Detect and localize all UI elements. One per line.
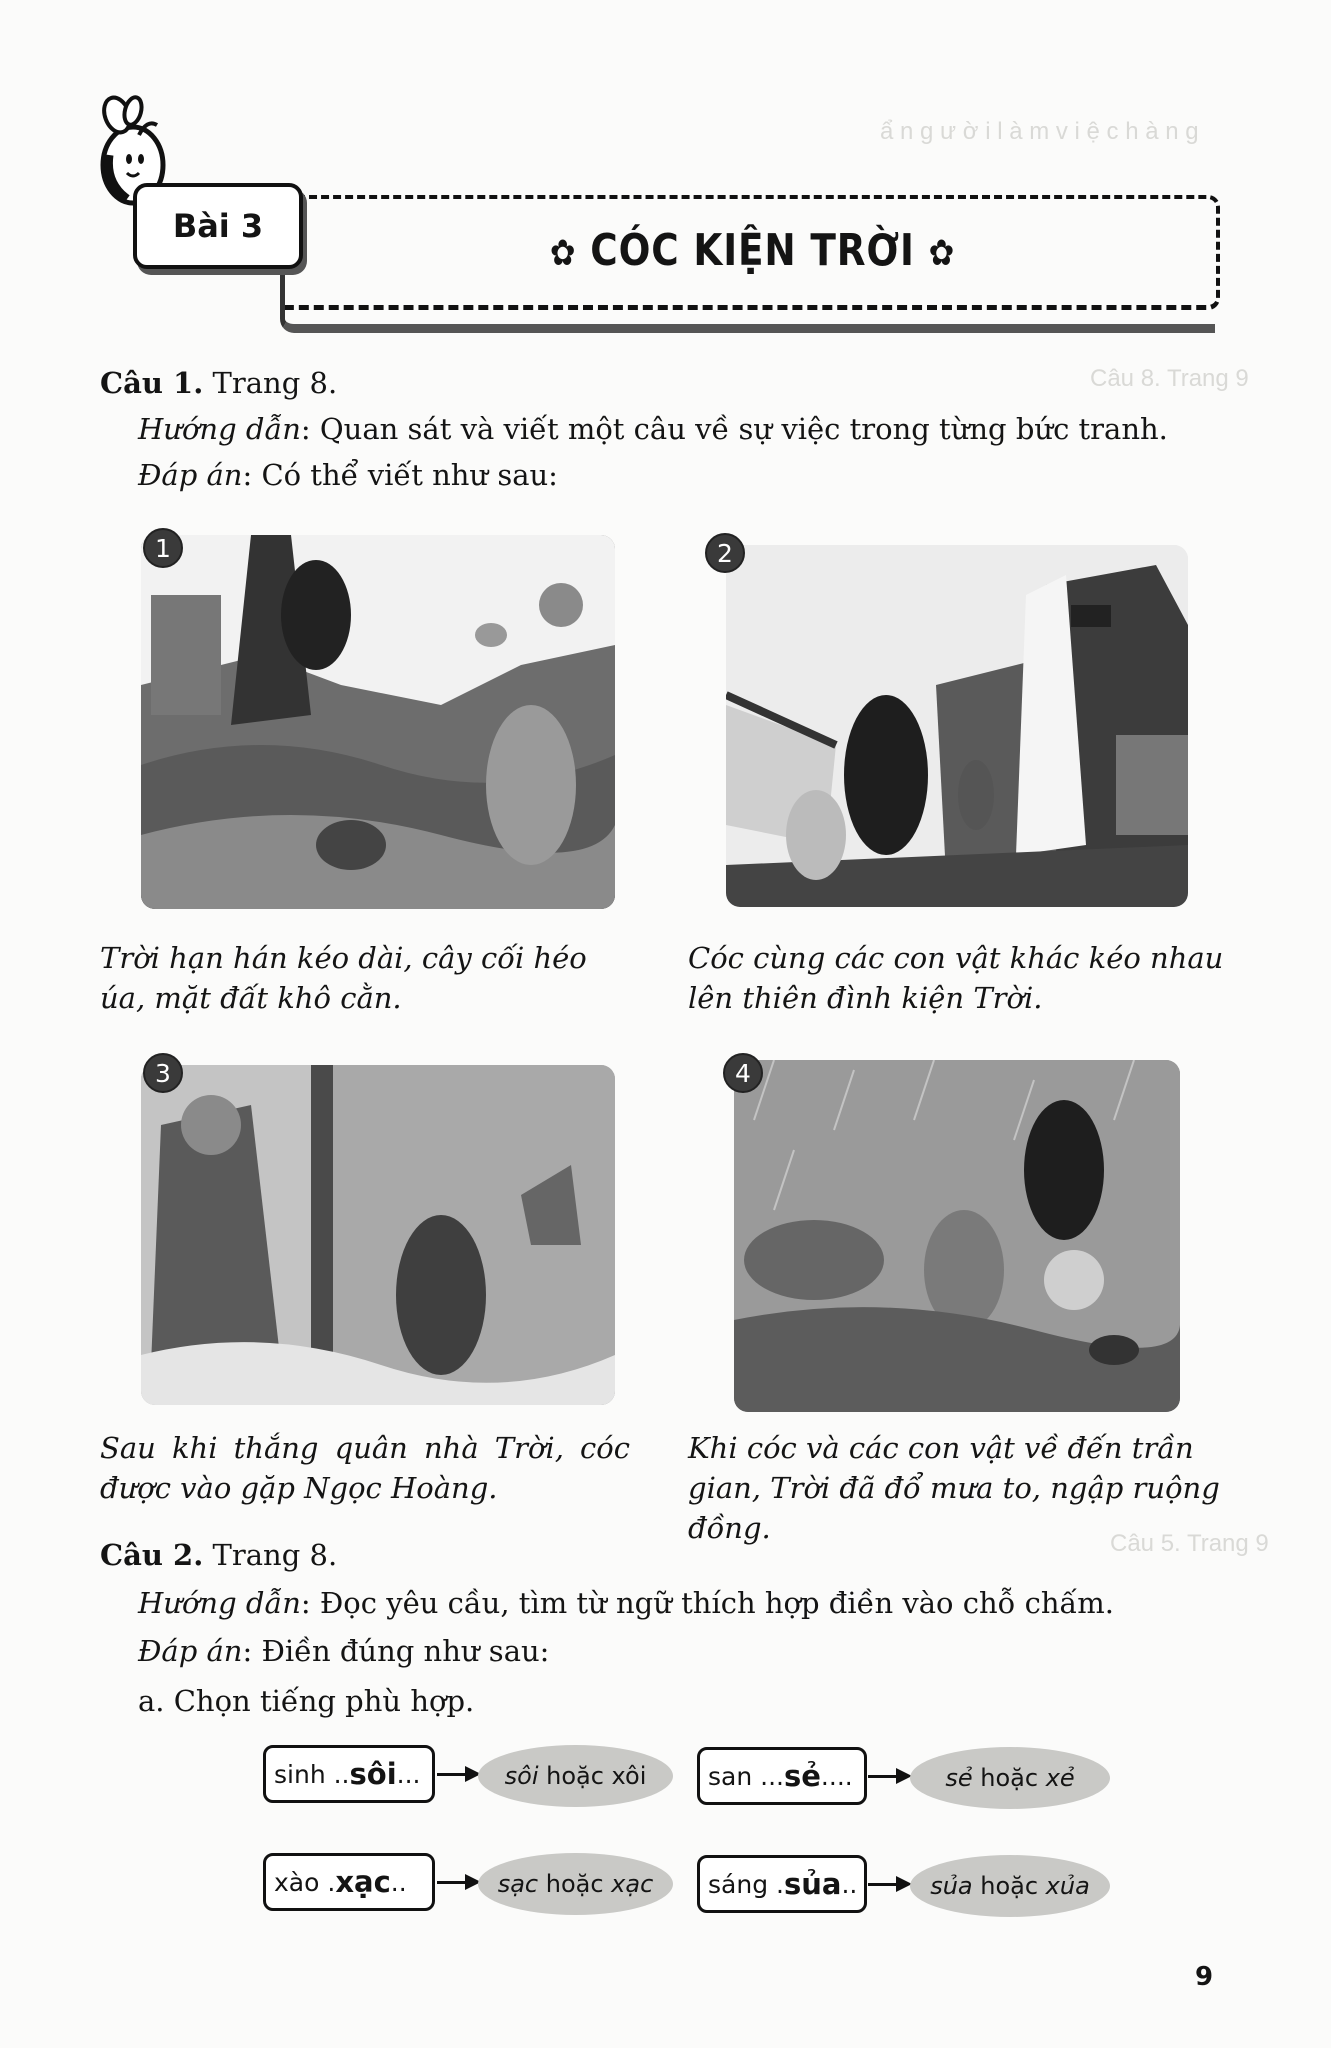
- lesson-number-tab: [133, 183, 303, 269]
- fill-in-box: [263, 1853, 435, 1911]
- bleed-through-text: Câu 8. Trang 9: [1090, 365, 1249, 392]
- bleed-through-text: ẩ n g ư ờ i l à m v i ệ c h à n g: [880, 118, 1199, 145]
- fill-in-box: [697, 1855, 867, 1913]
- word-suffix: ..: [390, 1867, 407, 1897]
- guide-label: Hướng dẫn: [138, 1586, 301, 1620]
- word-prefix: sáng .: [708, 1869, 784, 1899]
- lesson-header: [95, 95, 1230, 335]
- drought-illustration: [141, 535, 615, 909]
- bleed-through-text: Câu 5. Trang 9: [1110, 1530, 1269, 1557]
- answer-options-oval: [478, 1745, 673, 1807]
- picture-number-badge: 3: [143, 1053, 183, 1093]
- word-prefix: sinh ..: [274, 1759, 350, 1789]
- arrow-icon: [437, 1773, 477, 1776]
- option-a: sẻ: [945, 1764, 973, 1792]
- filled-answer: xạc: [335, 1865, 391, 1899]
- option-a: sạc: [497, 1870, 539, 1898]
- part-a-instruction: a. Chọn tiếng phù hợp.: [138, 1684, 475, 1718]
- picture-2-heaven-gate-scene: [726, 545, 1188, 907]
- question-2-guide: [138, 1586, 1114, 1620]
- picture-3-caption: Sau khi thắng quân nhà Trời, cóc được vào gặp Ngọc Hoàng.: [100, 1431, 630, 1505]
- picture-3-jade-emperor-scene: [141, 1065, 615, 1405]
- flower-icon: ✿: [928, 233, 956, 274]
- word-suffix: ....: [820, 1761, 853, 1791]
- answer-text: : Có thể viết như sau:: [242, 458, 558, 492]
- answer-text: : Điền đúng như sau:: [242, 1634, 550, 1668]
- answer-label: Đáp án: [138, 458, 243, 492]
- picture-2-caption: Cóc cùng các con vật khác kéo nhau lên thiên đình kiện Trời.: [688, 941, 1224, 1015]
- guide-text: : Đọc yêu cầu, tìm từ ngữ thích hợp điền vào chỗ chấm.: [300, 1586, 1114, 1620]
- page-number: 9: [1195, 1962, 1214, 1992]
- flower-icon: ✿: [549, 233, 577, 274]
- lesson-title-text: CÓC KIỆN TRỜI: [590, 225, 915, 276]
- picture-number-badge: 1: [143, 528, 183, 568]
- answer-label: Đáp án: [138, 1634, 243, 1668]
- question-2-heading: [100, 1538, 337, 1572]
- filled-answer: sủa: [783, 1867, 842, 1901]
- guide-label: Hướng dẫn: [138, 412, 301, 446]
- lesson-title: [355, 225, 1150, 276]
- picture-1-drought-scene: [141, 535, 615, 909]
- option-joiner: hoặc: [538, 1762, 612, 1790]
- word-suffix: ..: [841, 1869, 858, 1899]
- answer-options-oval: [910, 1747, 1110, 1809]
- option-b: xôi: [611, 1762, 647, 1790]
- filled-answer: sẻ: [783, 1759, 821, 1793]
- option-joiner: hoặc: [972, 1872, 1046, 1900]
- option-a: sủa: [930, 1872, 973, 1900]
- arrow-icon: [437, 1881, 477, 1884]
- guide-text: : Quan sát và viết một câu về sự việc trong từng bức tranh.: [300, 412, 1168, 446]
- option-a: sôi: [504, 1762, 539, 1790]
- option-joiner: hoặc: [538, 1870, 612, 1898]
- question-1-label: Câu 1.: [100, 366, 204, 400]
- lesson-label: Bài 3: [172, 207, 264, 245]
- fill-in-box: [697, 1747, 867, 1805]
- answer-options-oval: [910, 1855, 1110, 1917]
- option-b: xẻ: [1045, 1764, 1075, 1792]
- arrow-icon: [868, 1883, 908, 1886]
- picture-4-caption: Khi cóc và các con vật về đến trần gian, Trời đã đổ mưa to, ngập ruộng đồng.: [688, 1431, 1220, 1545]
- fill-in-box: [263, 1745, 435, 1803]
- question-1-answer: [138, 458, 558, 492]
- question-1-guide: [138, 412, 1168, 446]
- picture-number-badge: 4: [723, 1053, 763, 1093]
- option-b: xạc: [611, 1870, 654, 1898]
- option-joiner: hoặc: [972, 1764, 1046, 1792]
- answer-options-oval: [478, 1853, 673, 1915]
- question-1-heading: [100, 366, 337, 400]
- filled-answer: sôi: [349, 1757, 397, 1791]
- picture-number-badge: 2: [705, 533, 745, 573]
- heaven-gate-illustration: [726, 545, 1188, 907]
- picture-4-rain-scene: [734, 1060, 1180, 1412]
- picture-1-caption: Trời hạn hán kéo dài, cây cối héo úa, mặt đất khô cằn.: [100, 941, 587, 1015]
- word-prefix: san ...: [708, 1761, 784, 1791]
- question-2-answer: [138, 1634, 549, 1668]
- word-suffix: ...: [396, 1759, 421, 1789]
- question-2-page-ref: Trang 8.: [212, 1538, 338, 1572]
- question-2-label: Câu 2.: [100, 1538, 204, 1572]
- jade-emperor-illustration: [141, 1065, 615, 1405]
- question-1-page-ref: Trang 8.: [212, 366, 338, 400]
- arrow-icon: [868, 1775, 908, 1778]
- word-prefix: xào .: [274, 1867, 336, 1897]
- option-b: xủa: [1045, 1872, 1090, 1900]
- rain-illustration: [734, 1060, 1180, 1412]
